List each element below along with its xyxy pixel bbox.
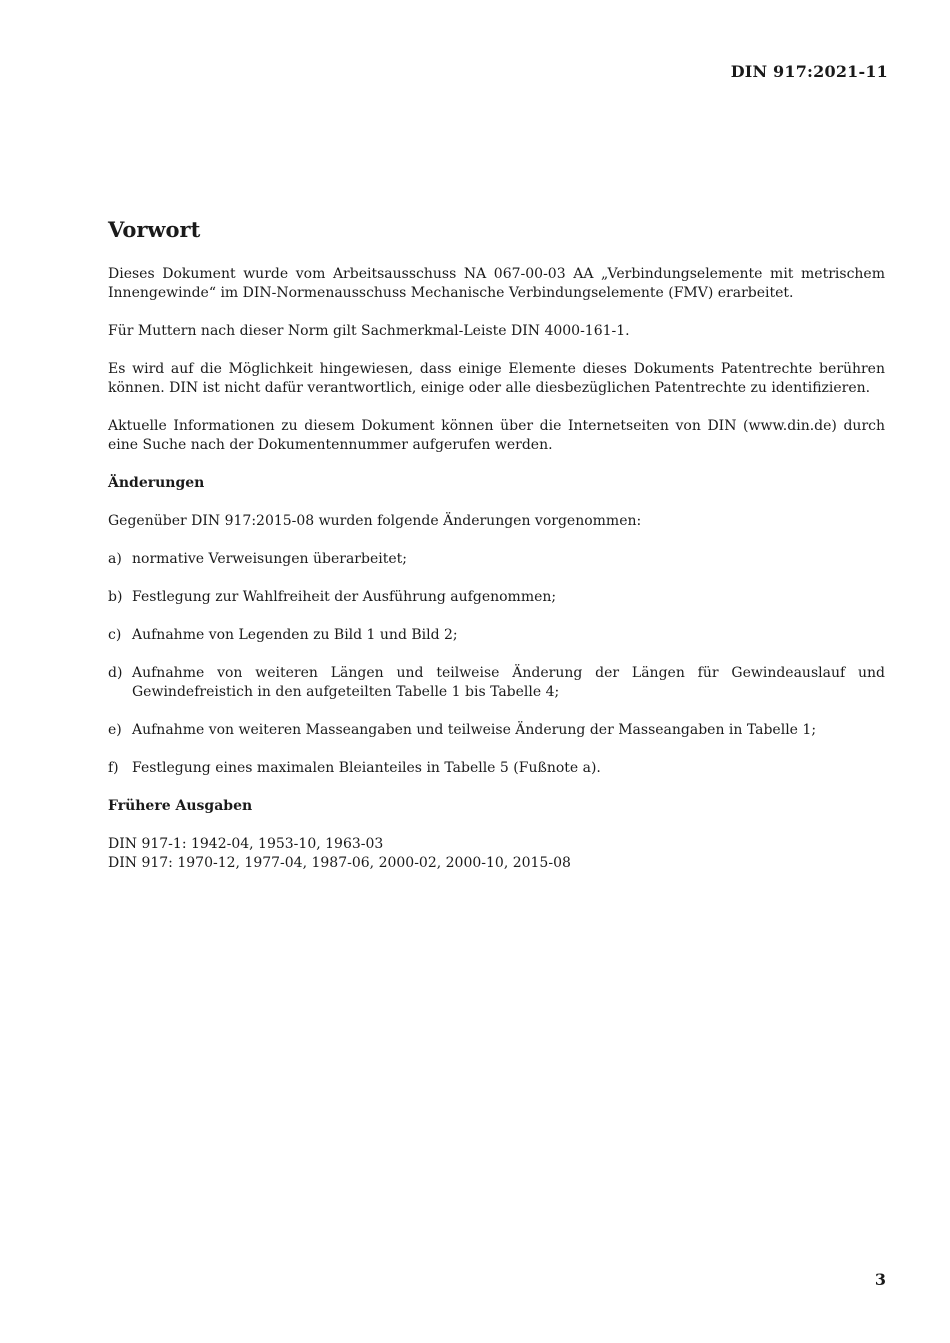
changes-intro: Gegenüber DIN 917:2015-08 wurden folgende Änderungen vorgenommen:	[108, 513, 642, 529]
changes-list	[108, 550, 885, 778]
list-marker: d)	[108, 665, 123, 681]
paragraph-attribute-list: Für Muttern nach dieser Norm gilt Sachmerkmal-Leiste DIN 4000-161-1.	[108, 323, 630, 339]
list-item	[108, 550, 885, 569]
list-item-text: Festlegung zur Wahlfreiheit der Ausführung aufgenommen;	[132, 589, 557, 605]
changes-heading: Änderungen	[108, 475, 205, 491]
editions-heading: Frühere Ausgaben	[108, 798, 253, 814]
list-item	[108, 759, 885, 778]
page-title: Vorwort	[108, 217, 201, 242]
list-item-text: Aufnahme von weiteren Masseangaben und teilweise Änderung der Masseangaben in Tabelle 1;	[132, 722, 817, 738]
list-marker: b)	[108, 589, 123, 605]
paragraph-committee: Dieses Dokument wurde vom Arbeitsausschuss NA 067-00-03 AA „Verbindungselemente mit metrischem Innengewinde“ im DIN-Normenausschuss Mechanische Verbindungselemente (FMV) erarbeitet.	[108, 266, 885, 301]
list-item-text: normative Verweisungen überarbeitet;	[132, 551, 407, 567]
list-item-text: Aufnahme von weiteren Längen und teilweise Änderung der Längen für Gewindeauslauf und Gewindefreistich in den aufgeteilten Tabelle 1 bis Tabelle 4;	[132, 665, 885, 700]
list-marker: f)	[108, 760, 119, 776]
paragraph-patent-notice: Es wird auf die Möglichkeit hingewiesen, dass einige Elemente dieses Dokuments Patentrechte berühren können. DIN ist nicht dafür verantwortlich, einige oder alle diesbezüglichen Patentrechte zu identifizieren.	[108, 361, 885, 396]
list-item	[108, 588, 885, 607]
list-item	[108, 664, 885, 702]
edition-line: DIN 917-1: 1942-04, 1953-10, 1963-03	[108, 836, 384, 852]
list-item	[108, 721, 885, 740]
list-item	[108, 626, 885, 645]
list-marker: e)	[108, 722, 122, 738]
list-item-text: Festlegung eines maximalen Bleianteiles in Tabelle 5 (Fußnote a).	[132, 760, 601, 776]
list-item-text: Aufnahme von Legenden zu Bild 1 und Bild 2;	[132, 627, 458, 643]
page-number: 3	[874, 1270, 886, 1289]
edition-line: DIN 917: 1970-12, 1977-04, 1987-06, 2000-02, 2000-10, 2015-08	[108, 855, 571, 871]
list-marker: a)	[108, 551, 122, 567]
foreword-section	[108, 216, 885, 873]
list-marker: c)	[108, 627, 122, 643]
paragraph-current-information: Aktuelle Informationen zu diesem Dokument können über die Internetseiten von DIN (www.din.de) durch eine Suche nach der Dokumentennummer aufgerufen werden.	[108, 418, 885, 453]
previous-editions	[108, 835, 885, 873]
document-identifier: DIN 917:2021-11	[730, 62, 888, 81]
